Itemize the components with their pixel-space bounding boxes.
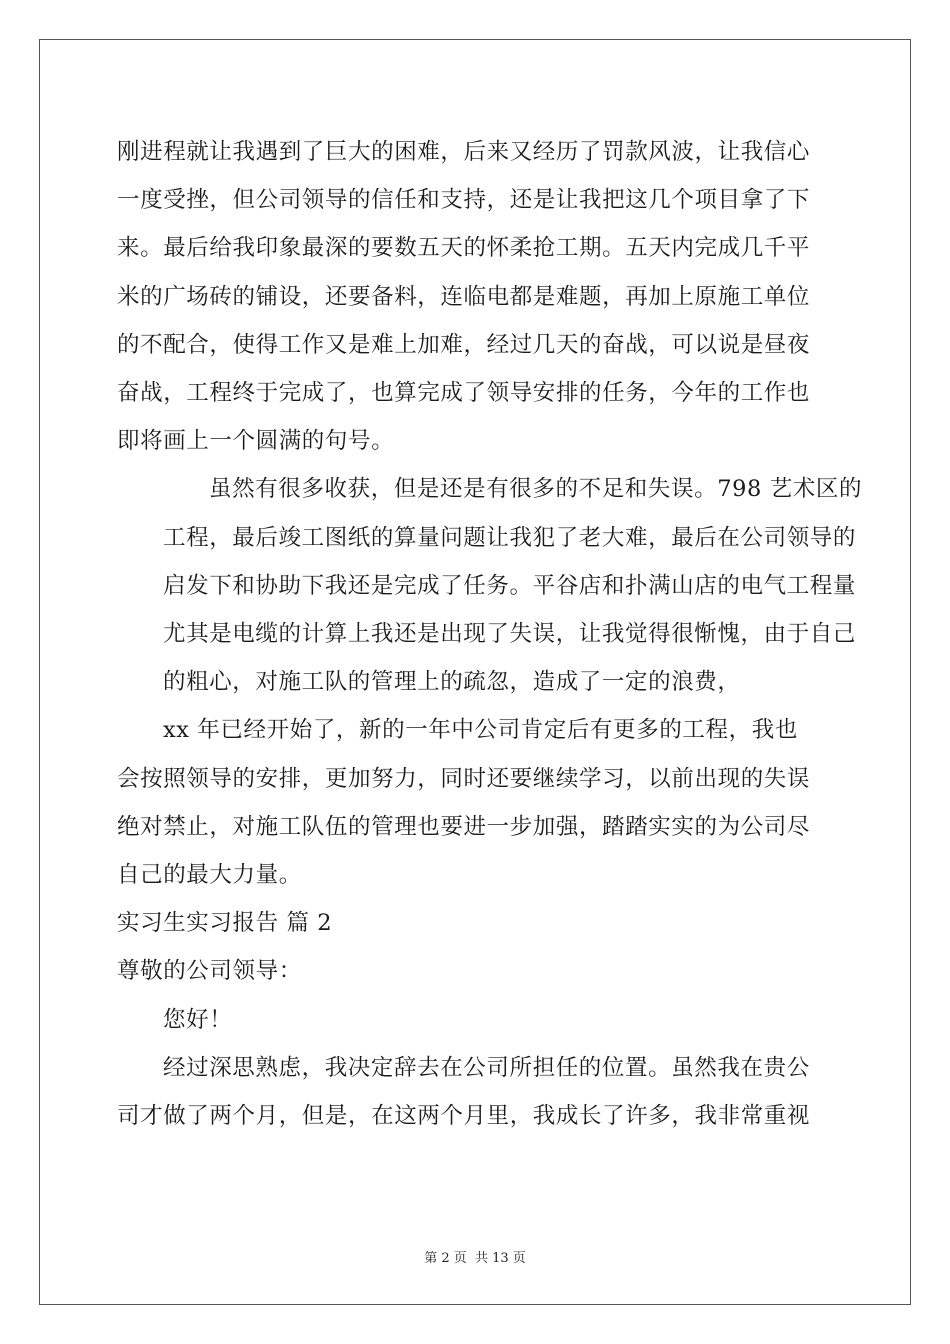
text-line: 即将画上一个圆满的句号。 xyxy=(117,428,395,455)
section-heading xyxy=(117,899,833,947)
greeting xyxy=(117,996,833,1044)
text-line: 奋战，工程终于完成了，也算完成了领导安排的任务，今年的工作也 xyxy=(117,380,811,407)
text-line: 米的广场砖的铺设，还要备料，连临电都是难题，再加上原施工单位 xyxy=(117,283,811,310)
page-number: 第 2 页 xyxy=(424,1251,467,1266)
text-line: xx 年已经开始了，新的一年中公司肯定后有更多的工程，我也 xyxy=(163,717,798,744)
text-line: 来。最后给我印象最深的要数五天的怀柔抢工期。五天内完成几千平 xyxy=(117,235,811,262)
paragraph-4 xyxy=(117,1044,833,1140)
text-line: 的不配合，使得工作又是难上加难，经过几天的奋战，可以说是昼夜 xyxy=(117,331,811,358)
heading-text: 实习生实习报告 篇 2 xyxy=(117,910,333,937)
text-line: 一度受挫，但公司领导的信任和支持，还是让我把这几个项目拿了下 xyxy=(117,187,811,214)
paragraph-2 xyxy=(117,465,863,706)
text-line: 经过深思熟虑，我决定辞去在公司所担任的位置。虽然我在贵公 xyxy=(163,1054,810,1081)
text-line: 绝对禁止，对施工队伍的管理也要进一步加强，踏踏实实的为公司尽 xyxy=(117,813,811,840)
greeting-text: 您好！ xyxy=(163,1006,233,1033)
text-line: 刚进程就让我遇到了巨大的困难，后来又经历了罚款风波，让我信心 xyxy=(117,139,811,165)
paragraph-1 xyxy=(117,128,833,465)
page-total: 共 13 页 xyxy=(474,1251,526,1266)
paragraph-3 xyxy=(117,706,833,899)
text-line: 的粗心，对施工队的管理上的疏忽，造成了一定的浪费， xyxy=(163,669,741,696)
document-body xyxy=(117,128,863,1140)
page-footer xyxy=(0,1247,950,1266)
text-line: 司才做了两个月，但是，在这两个月里，我成长了许多，我非常重视 xyxy=(117,1103,811,1130)
text-line: 启发下和协助下我还是完成了任务。平谷店和扑满山店的电气工程量 xyxy=(163,572,857,599)
salutation-text: 尊敬的公司领导： xyxy=(117,958,302,985)
text-line: 工程，最后竣工图纸的算量问题让我犯了老大难，最后在公司领导的 xyxy=(163,524,857,551)
salutation xyxy=(117,947,833,995)
text-line: 虽然有很多收获，但是还是有很多的不足和失误。798 艺术区的 xyxy=(209,476,863,503)
text-line: 自己的最大力量。 xyxy=(117,862,302,889)
text-line: 会按照领导的安排，更加努力，同时还要继续学习，以前出现的失误 xyxy=(117,765,811,792)
text-line: 尤其是电缆的计算上我还是出现了失误，让我觉得很惭愧，由于自己 xyxy=(163,621,857,648)
